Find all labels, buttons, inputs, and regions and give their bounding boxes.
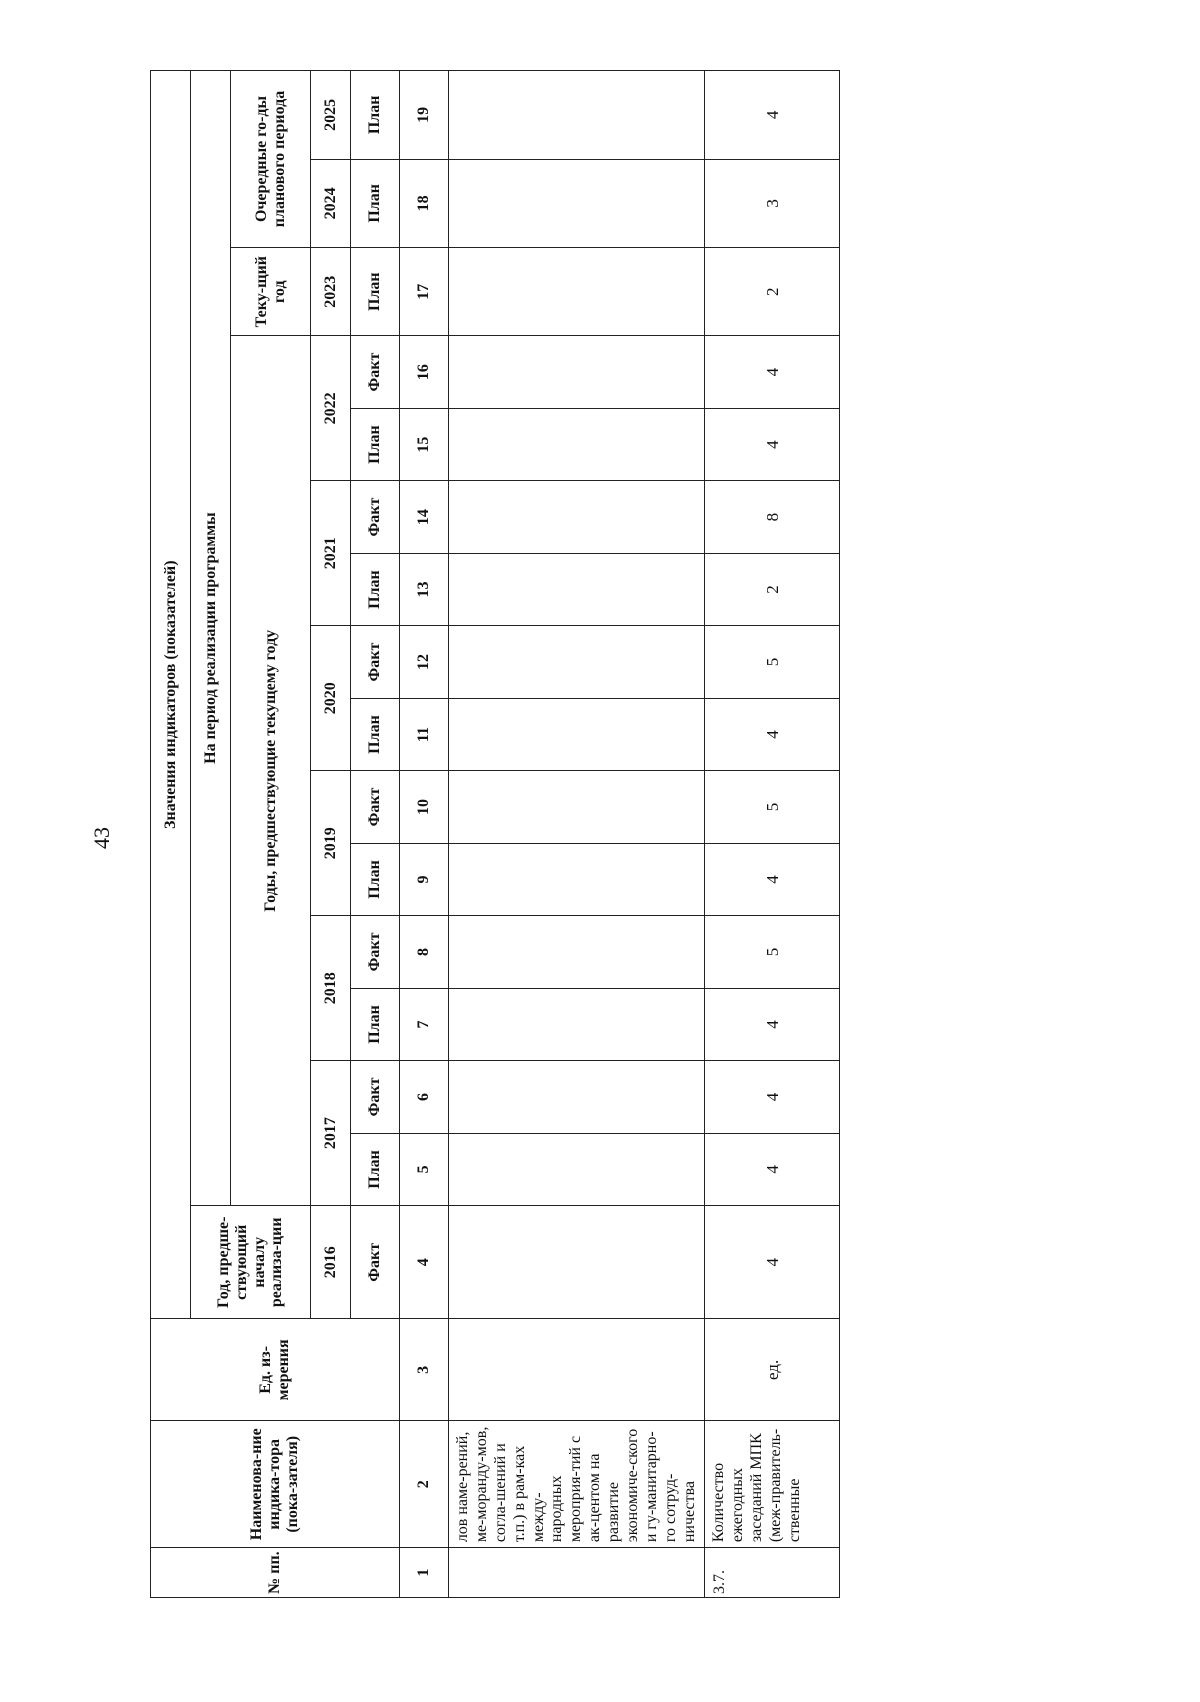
row-value <box>449 336 705 408</box>
row-value: 4 <box>705 843 840 915</box>
header-plan-2023: План <box>351 248 400 336</box>
header-no: № пп. <box>151 1548 400 1598</box>
row-number: 3.7. <box>705 1548 840 1598</box>
column-number-9: 9 <box>400 843 449 915</box>
row-number <box>449 1548 705 1598</box>
column-number-15: 15 <box>400 408 449 480</box>
header-year-2025: 2025 <box>311 71 351 160</box>
row-value: 4 <box>705 1206 840 1319</box>
row-value: 4 <box>705 698 840 770</box>
header-plan-2018: План <box>351 988 400 1060</box>
header-year-2023: 2023 <box>311 248 351 336</box>
row-indicator-name: лов наме-рений, ме-моранду-мов, согла-шений и т.п.) в рам-ках между-народных мероприя-тий с ак-центом на развитие экономиче-ского и гу-манитарно-го сотруд-ничества <box>449 1421 705 1548</box>
column-number-3: 3 <box>400 1319 449 1421</box>
header-year-2017: 2017 <box>311 1061 351 1206</box>
row-unit <box>449 1319 705 1421</box>
header-base-year-group: Год, предше-ствующий началу реализа-ции <box>191 1206 311 1319</box>
column-number-14: 14 <box>400 481 449 553</box>
page-number: 43 <box>89 827 114 849</box>
header-year-2019: 2019 <box>311 771 351 916</box>
header-fact-2021: Факт <box>351 481 400 553</box>
header-year-2016: 2016 <box>311 1206 351 1319</box>
header-plan-2017: План <box>351 1133 400 1205</box>
table-row <box>449 71 705 1598</box>
header-plan-2022: План <box>351 408 400 480</box>
column-number-5: 5 <box>400 1133 449 1205</box>
row-value <box>449 626 705 698</box>
row-value: 4 <box>705 71 840 160</box>
header-plan-2025: План <box>351 71 400 160</box>
column-number-6: 6 <box>400 1061 449 1133</box>
row-value <box>449 159 705 247</box>
row-value <box>449 1206 705 1319</box>
row-value: 4 <box>705 336 840 408</box>
row-value: 5 <box>705 916 840 988</box>
row-value <box>449 916 705 988</box>
row-value <box>449 1061 705 1133</box>
row-value: 4 <box>705 988 840 1060</box>
header-name: Наименова-ние индика-тора (пока-зателя) <box>151 1421 400 1548</box>
header-prev-years-group: Годы, предшествующие текущему году <box>231 336 311 1206</box>
column-number-1: 1 <box>400 1548 449 1598</box>
header-year-2021: 2021 <box>311 481 351 626</box>
column-numbers-row <box>400 71 449 1598</box>
row-value <box>449 1133 705 1205</box>
row-value: 3 <box>705 159 840 247</box>
indicator-table-wrapper <box>150 70 1122 1598</box>
header-plan-2021: План <box>351 553 400 625</box>
row-value <box>449 843 705 915</box>
header-plan-2019: План <box>351 843 400 915</box>
header-fact-2018: Факт <box>351 916 400 988</box>
column-number-10: 10 <box>400 771 449 843</box>
row-value: 5 <box>705 771 840 843</box>
header-year-2018: 2018 <box>311 916 351 1061</box>
table-row <box>705 71 840 1598</box>
header-fact-2020: Факт <box>351 626 400 698</box>
row-value: 4 <box>705 408 840 480</box>
header-year-2020: 2020 <box>311 626 351 771</box>
row-value <box>449 408 705 480</box>
column-number-12: 12 <box>400 626 449 698</box>
row-value <box>449 988 705 1060</box>
row-value: 2 <box>705 553 840 625</box>
header-year-2024: 2024 <box>311 159 351 247</box>
row-value <box>449 71 705 160</box>
header-fact-2019: Факт <box>351 771 400 843</box>
row-indicator-name: Количество ежегодных заседаний МПК (меж-правитель-ственные <box>705 1421 840 1548</box>
row-value <box>449 698 705 770</box>
row-value <box>449 248 705 336</box>
header-year-2022: 2022 <box>311 336 351 481</box>
row-value: 8 <box>705 481 840 553</box>
row-value: 2 <box>705 248 840 336</box>
header-period-group: На период реализации программы <box>191 71 231 1206</box>
column-number-18: 18 <box>400 159 449 247</box>
column-number-2: 2 <box>400 1421 449 1548</box>
row-value: 4 <box>705 1133 840 1205</box>
header-current-year-group: Теку-щий год <box>231 248 311 336</box>
header-unit: Ед. из-мерения <box>151 1319 400 1421</box>
column-number-17: 17 <box>400 248 449 336</box>
column-number-13: 13 <box>400 553 449 625</box>
column-number-8: 8 <box>400 916 449 988</box>
header-fact-2017: Факт <box>351 1061 400 1133</box>
column-number-7: 7 <box>400 988 449 1060</box>
header-next-years-group: Очередные го-ды планового периода <box>231 71 311 248</box>
header-values-group: Значения индикаторов (показателей) <box>151 71 191 1319</box>
column-number-19: 19 <box>400 71 449 160</box>
rotated-table-container <box>150 70 1122 1598</box>
indicator-table <box>150 70 840 1598</box>
row-value <box>449 771 705 843</box>
row-value: 4 <box>705 1061 840 1133</box>
header-fact-2016: Факт <box>351 1206 400 1319</box>
row-value <box>449 553 705 625</box>
column-number-11: 11 <box>400 698 449 770</box>
header-fact-2022: Факт <box>351 336 400 408</box>
row-value <box>449 481 705 553</box>
row-value: 5 <box>705 626 840 698</box>
header-plan-2024: План <box>351 159 400 247</box>
column-number-4: 4 <box>400 1206 449 1319</box>
column-number-16: 16 <box>400 336 449 408</box>
header-plan-2020: План <box>351 698 400 770</box>
row-unit: ед. <box>705 1319 840 1421</box>
